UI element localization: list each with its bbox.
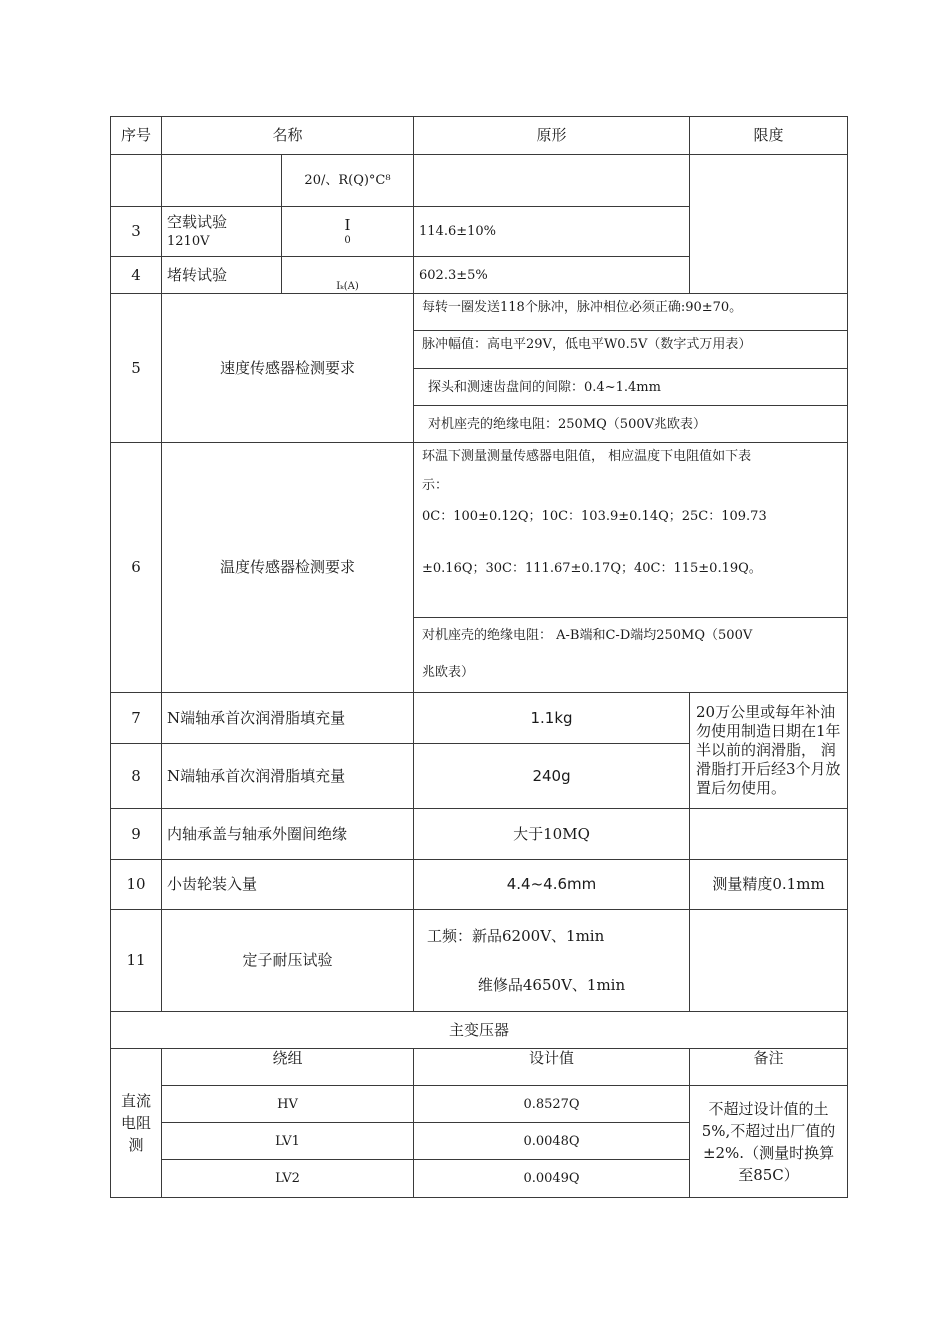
table-row [111, 693, 848, 744]
value-cell: 4.4~4.6mm [414, 860, 690, 910]
requirement-text [414, 443, 848, 618]
winding-cell: LV2 [162, 1160, 414, 1198]
design-value-cell: 0.0048Q [414, 1123, 690, 1160]
column-header-design: 设计值 [414, 1049, 690, 1086]
requirement-text: 探头和测速齿盘间的间隙：0.4~1.4mm [414, 369, 848, 406]
row-number: 8 [111, 744, 162, 809]
requirement-text: 每转一圈发送118个脉冲，脉冲相位必须正确:90±70。 [414, 294, 848, 331]
item-name: N端轴承首次润滑脂填充量 [162, 744, 414, 809]
value-cell: 114.6±10% [414, 207, 690, 257]
test-line: 维修品4650V、1min [477, 975, 626, 994]
value-cell [414, 910, 690, 1012]
requirement-text [414, 618, 848, 693]
unit-cell: 20/、R(Q)°C⁸ [282, 155, 414, 207]
remark-cell: 不超过设计值的土5%,不超过出厂值的±2%.（测量时换算至85C） [690, 1086, 848, 1198]
table-row [111, 860, 848, 910]
design-value-cell: 0.8527Q [414, 1086, 690, 1123]
paragraph: 0C：100±0.12Q；10C：103.9±0.14Q；25C：109.73 [422, 509, 767, 524]
row-number: 9 [111, 809, 162, 860]
requirement-text: 对机座壳的绝缘电阻：250MQ（500V兆欧表） [414, 406, 848, 443]
paragraph: 对机座壳的绝缘电阻： A-B端和C-D端均250MQ（500V [422, 628, 753, 643]
header-name: 名称 [162, 117, 414, 155]
column-header-remark: 备注 [690, 1049, 848, 1086]
paragraph: 环温下测量测量传感器电阻值， 相应温度下电阻值如下表 [422, 449, 752, 464]
table-row [111, 294, 848, 331]
limit-cell: 测量精度0.1mm [690, 860, 848, 910]
paragraph: ±0.16Q；30C：111.67±0.17Q；40C：115±0.19Q。 [422, 561, 762, 576]
table-row [111, 910, 848, 1012]
name-line: 空载试验 [167, 212, 228, 231]
row-number: 4 [111, 257, 162, 294]
symbol-sub: 0 [344, 235, 351, 246]
symbol-cell [282, 207, 414, 257]
section-title-row [111, 1012, 848, 1049]
row-number: 7 [111, 693, 162, 744]
winding-cell: LV1 [162, 1123, 414, 1160]
symbol-main: I [344, 216, 351, 234]
winding-cell: HV [162, 1086, 414, 1123]
table-row [111, 155, 848, 207]
transformer-header-row [111, 1049, 848, 1086]
row-number: 3 [111, 207, 162, 257]
item-name: 小齿轮装入量 [162, 860, 414, 910]
design-value-cell: 0.0049Q [414, 1160, 690, 1198]
column-header-winding: 绕组 [162, 1049, 414, 1086]
value-cell: 大于10MQ [414, 809, 690, 860]
requirement-text: 脉冲幅值：高电平29V，低电平W0.5V（数字式万用表） [414, 331, 848, 369]
table-row [111, 443, 848, 618]
value-cell: 602.3±5% [414, 257, 690, 294]
item-name [162, 207, 282, 257]
row-number: 11 [111, 910, 162, 1012]
item-name: 速度传感器检测要求 [162, 294, 414, 443]
row-number: 6 [111, 443, 162, 693]
specification-table [110, 116, 848, 1198]
header-limit: 限度 [690, 117, 848, 155]
header-no: 序号 [111, 117, 162, 155]
name-line: 1210V [167, 233, 210, 249]
group-label: 直流电阻测 [111, 1049, 162, 1198]
symbol-cell: Iₖ(A) [282, 257, 414, 294]
item-name: 温度传感器检测要求 [162, 443, 414, 693]
item-name: 堵转试验 [162, 257, 282, 294]
limit-note: 20万公里或每年补油勿使用制造日期在1年半以前的润滑脂， 润滑脂打开后经3个月放置后勿使用。 [690, 693, 848, 809]
header-row [111, 117, 848, 155]
test-line: 工频：新品6200V、1min [427, 926, 605, 945]
section-title: 主变压器 [111, 1012, 848, 1049]
item-name: 内轴承盖与轴承外圈间绝缘 [162, 809, 414, 860]
item-name: N端轴承首次润滑脂填充量 [162, 693, 414, 744]
table-row [111, 809, 848, 860]
header-prototype: 原形 [414, 117, 690, 155]
table-row [111, 1086, 848, 1123]
paragraph: 兆欧表） [422, 665, 475, 680]
item-name: 定子耐压试验 [162, 910, 414, 1012]
row-number: 10 [111, 860, 162, 910]
paragraph: 示： [422, 478, 449, 493]
row-number: 5 [111, 294, 162, 443]
value-cell: 1.1kg [414, 693, 690, 744]
value-cell: 240g [414, 744, 690, 809]
